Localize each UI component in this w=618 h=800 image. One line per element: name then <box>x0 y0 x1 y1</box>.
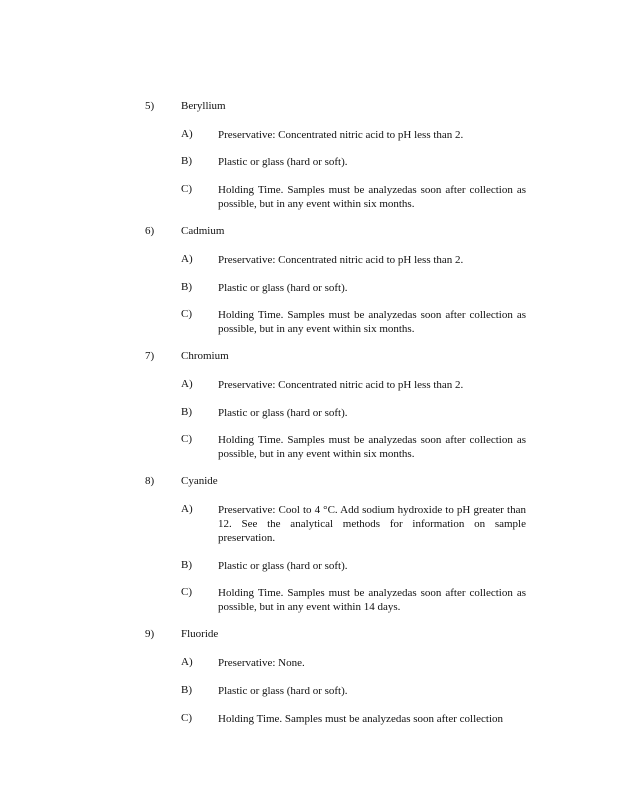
holding-time-text: Holding Time. Samples must be analyzedas soon after collection as possible, but in any event within 14 days. <box>218 587 526 613</box>
item-letter: C) <box>181 712 192 724</box>
preservative-text: Preservative: None. <box>218 657 305 669</box>
item-letter: B) <box>181 684 192 696</box>
holding-time-text: Holding Time. Samples must be analyzedas soon after collection as possible, but in any event within six months. <box>218 309 526 335</box>
item-letter: A) <box>181 656 193 668</box>
section-title: Cyanide <box>181 475 218 487</box>
section-number: 5) <box>145 100 155 112</box>
container-text: Plastic or glass (hard or soft). <box>218 560 348 572</box>
container-text: Plastic or glass (hard or soft). <box>218 282 348 294</box>
preservative-text: Preservative: Concentrated nitric acid to pH less than 2. <box>218 379 464 391</box>
section-number: 7) <box>145 350 155 362</box>
section-number: 8) <box>145 475 155 487</box>
preservative-text: Preservative: Cool to 4 °C. Add sodium hydroxide to pH greater than 12. See the analytical methods for information on sample preservation. <box>218 504 526 544</box>
item-letter: C) <box>181 586 192 598</box>
item-letter: C) <box>181 433 192 445</box>
container-text: Plastic or glass (hard or soft). <box>218 407 348 419</box>
section-title: Cadmium <box>181 225 225 237</box>
section-number: 9) <box>145 628 155 640</box>
item-letter: C) <box>181 183 192 195</box>
item-letter: A) <box>181 128 193 140</box>
holding-time-text: Holding Time. Samples must be analyzedas soon after collection <box>218 713 504 725</box>
holding-time-text: Holding Time. Samples must be analyzedas soon after collection as possible, but in any event within six months. <box>218 434 526 460</box>
item-letter: B) <box>181 406 192 418</box>
section-title: Fluoride <box>181 628 219 640</box>
section-number: 6) <box>145 225 155 237</box>
section-title: Chromium <box>181 350 229 362</box>
preservative-text: Preservative: Concentrated nitric acid to pH less than 2. <box>218 129 464 141</box>
container-text: Plastic or glass (hard or soft). <box>218 156 348 168</box>
item-letter: B) <box>181 155 192 167</box>
item-letter: A) <box>181 378 193 390</box>
item-letter: B) <box>181 559 192 571</box>
item-letter: B) <box>181 281 192 293</box>
section-title: Beryllium <box>181 100 226 112</box>
container-text: Plastic or glass (hard or soft). <box>218 685 348 697</box>
item-letter: A) <box>181 253 193 265</box>
item-letter: C) <box>181 308 192 320</box>
preservative-text: Preservative: Concentrated nitric acid to pH less than 2. <box>218 254 464 266</box>
holding-time-text: Holding Time. Samples must be analyzedas soon after collection as possible, but in any event within six months. <box>218 184 526 210</box>
item-letter: A) <box>181 503 193 515</box>
